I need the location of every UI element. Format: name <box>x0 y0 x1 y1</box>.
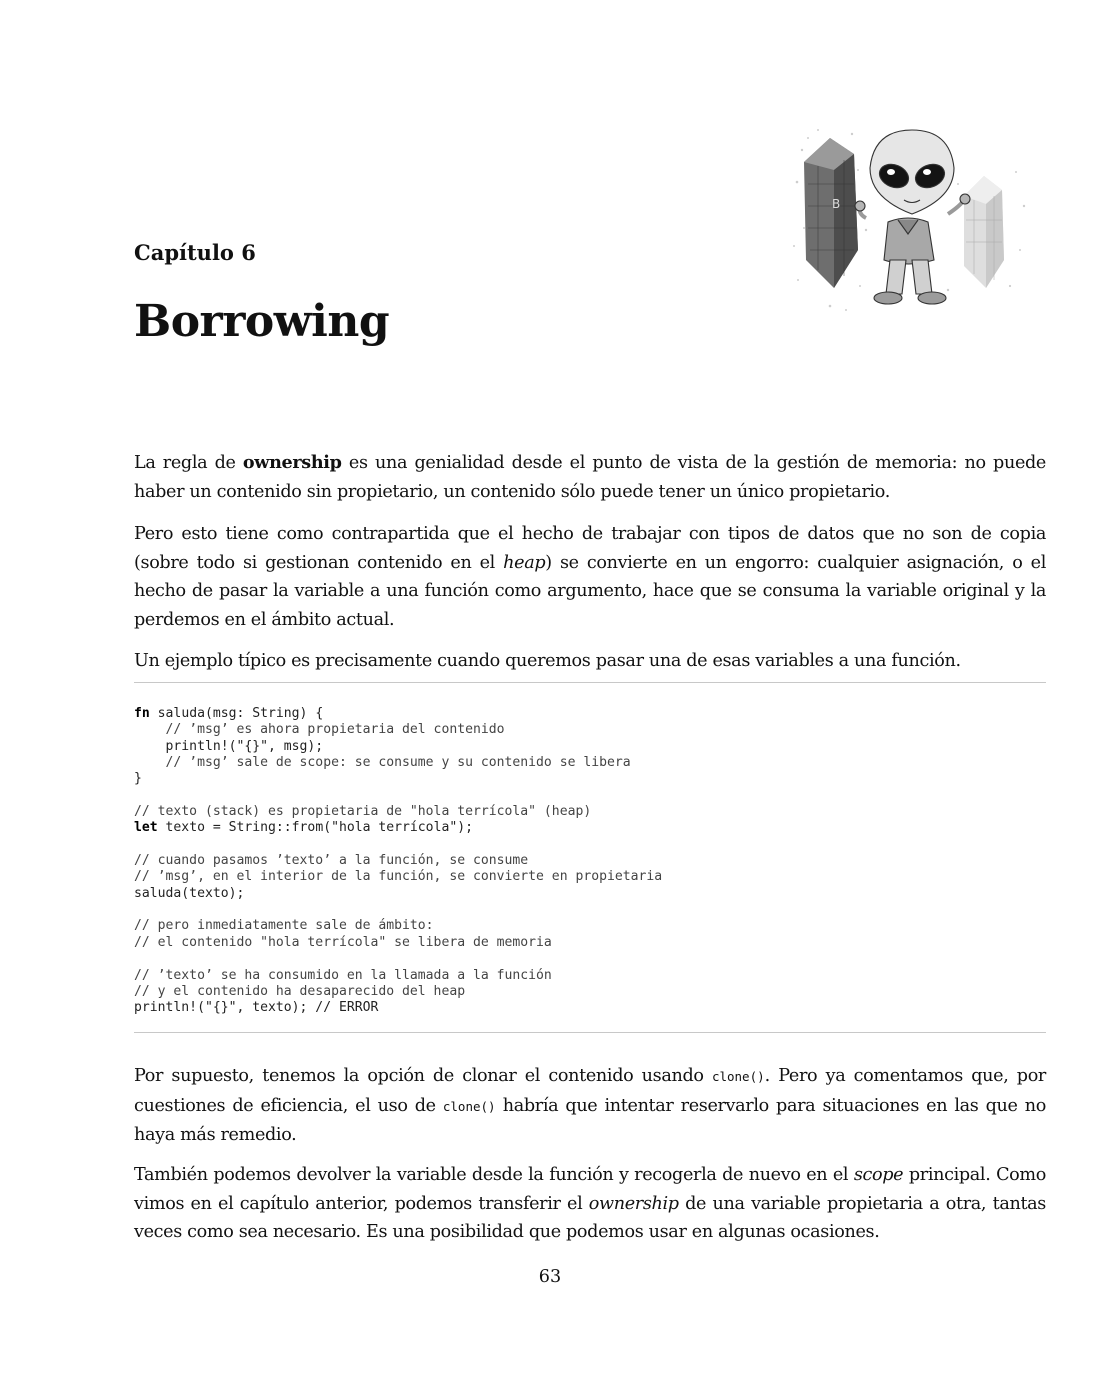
code-blank-line <box>134 837 662 853</box>
code-comment: // ’texto’ se ha consumido en la llamada a la función <box>134 967 552 983</box>
code-top-divider <box>134 682 1046 683</box>
code-keyword: fn <box>134 706 150 721</box>
text: es una genialidad desde el punto de vista de la gestión de memoria: no puede haber un contenido sin propietario, un contenido sólo puede tener un único propietario. <box>134 453 1046 502</box>
paragraph-clone <box>134 1062 1046 1150</box>
italic-term: ownership <box>588 1193 679 1214</box>
text: La regla de <box>134 453 243 473</box>
alien-icon <box>855 130 970 304</box>
italic-term: scope <box>853 1165 904 1185</box>
bold-term: ownership <box>242 452 342 473</box>
inline-code: clone() <box>711 1069 765 1084</box>
text: habría que intentar reservarlo para situaciones en las que no haya más remedio. <box>134 1095 1046 1145</box>
code-blank-line <box>134 902 662 918</box>
code-line: } <box>134 771 142 787</box>
code-line: println!("{}", msg); <box>134 738 324 754</box>
text: . Pero ya comentamos que, por cuestiones de eficiencia, el uso de <box>134 1066 1046 1116</box>
code-line <box>134 706 662 722</box>
paragraph-return-variable <box>134 1161 1046 1247</box>
code-text: saluda(msg: String) { <box>149 706 324 721</box>
text: ) se convierte en un engorro: cualquier asignación, o el hecho de pasar la variable a una función como argumento, hace que se consuma la variable original y la perdemos en el ámbito actual. <box>134 552 1046 630</box>
code-blank-line <box>134 788 662 804</box>
code-comment: // ’msg’ sale de scope: se consume y su contenido se libera <box>134 755 631 771</box>
code-comment: // el contenido "hola terrícola" se libera de memoria <box>134 934 552 950</box>
code-line: saluda(texto); <box>134 885 245 901</box>
code-blank-line <box>134 951 662 967</box>
code-keyword: let <box>134 820 158 836</box>
chapter-title: Borrowing <box>134 296 390 347</box>
code-comment: // ’msg’, en el interior de la función, se convierte en propietaria <box>134 869 663 885</box>
code-comment: // ’msg’ es ahora propietaria del contenido <box>134 722 505 738</box>
light-crystal-icon <box>964 176 1004 288</box>
paragraph-drawback <box>134 520 1046 634</box>
text: principal. Como vimos en el capítulo anterior, podemos transferir el <box>134 1165 1046 1214</box>
code-text: texto = String::from("hola terrícola"); <box>157 820 473 836</box>
paragraph-ownership-rule <box>134 449 1046 506</box>
inline-code: clone() <box>442 1098 496 1114</box>
text: Un ejemplo típico es precisamente cuando queremos pasar una de esas variables a una función. <box>134 651 961 671</box>
italic-term: heap <box>503 552 546 573</box>
dark-crystal-icon <box>804 138 858 288</box>
code-comment: // y el contenido ha desaparecido del heap <box>134 983 466 999</box>
text: También podemos devolver la variable desde la función y recogerla de nuevo en el <box>134 1165 854 1185</box>
alien-with-crystals-illustration <box>788 110 1033 328</box>
code-listing <box>134 706 662 1017</box>
paragraph-example-intro <box>134 647 1046 676</box>
svg-text:B: B <box>832 197 841 211</box>
code-bottom-divider <box>134 1032 1046 1033</box>
chapter-label: Capítulo 6 <box>134 240 256 265</box>
code-comment: // pero inmediatamente sale de ámbito: <box>134 918 434 934</box>
text: Por supuesto, tenemos la opción de clonar el contenido usando <box>134 1066 712 1086</box>
code-line: println!("{}", texto); // ERROR <box>134 1000 379 1016</box>
code-comment: // cuando pasamos ’texto’ a la función, se consume <box>134 853 529 869</box>
text: de una variable propietaria a otra, tantas veces como sea necesario. Es una posibilidad que podemos usar en algunas ocasiones. <box>134 1193 1046 1242</box>
page-number: 63 <box>538 1267 562 1287</box>
text: Pero esto tiene como contrapartida que el hecho de trabajar con tipos de datos que no son de copia (sobre todo si gestionan contenido en el <box>134 524 1046 573</box>
code-line <box>134 820 662 836</box>
code-comment: // texto (stack) es propietaria de "hola terrícola" (heap) <box>134 804 592 820</box>
